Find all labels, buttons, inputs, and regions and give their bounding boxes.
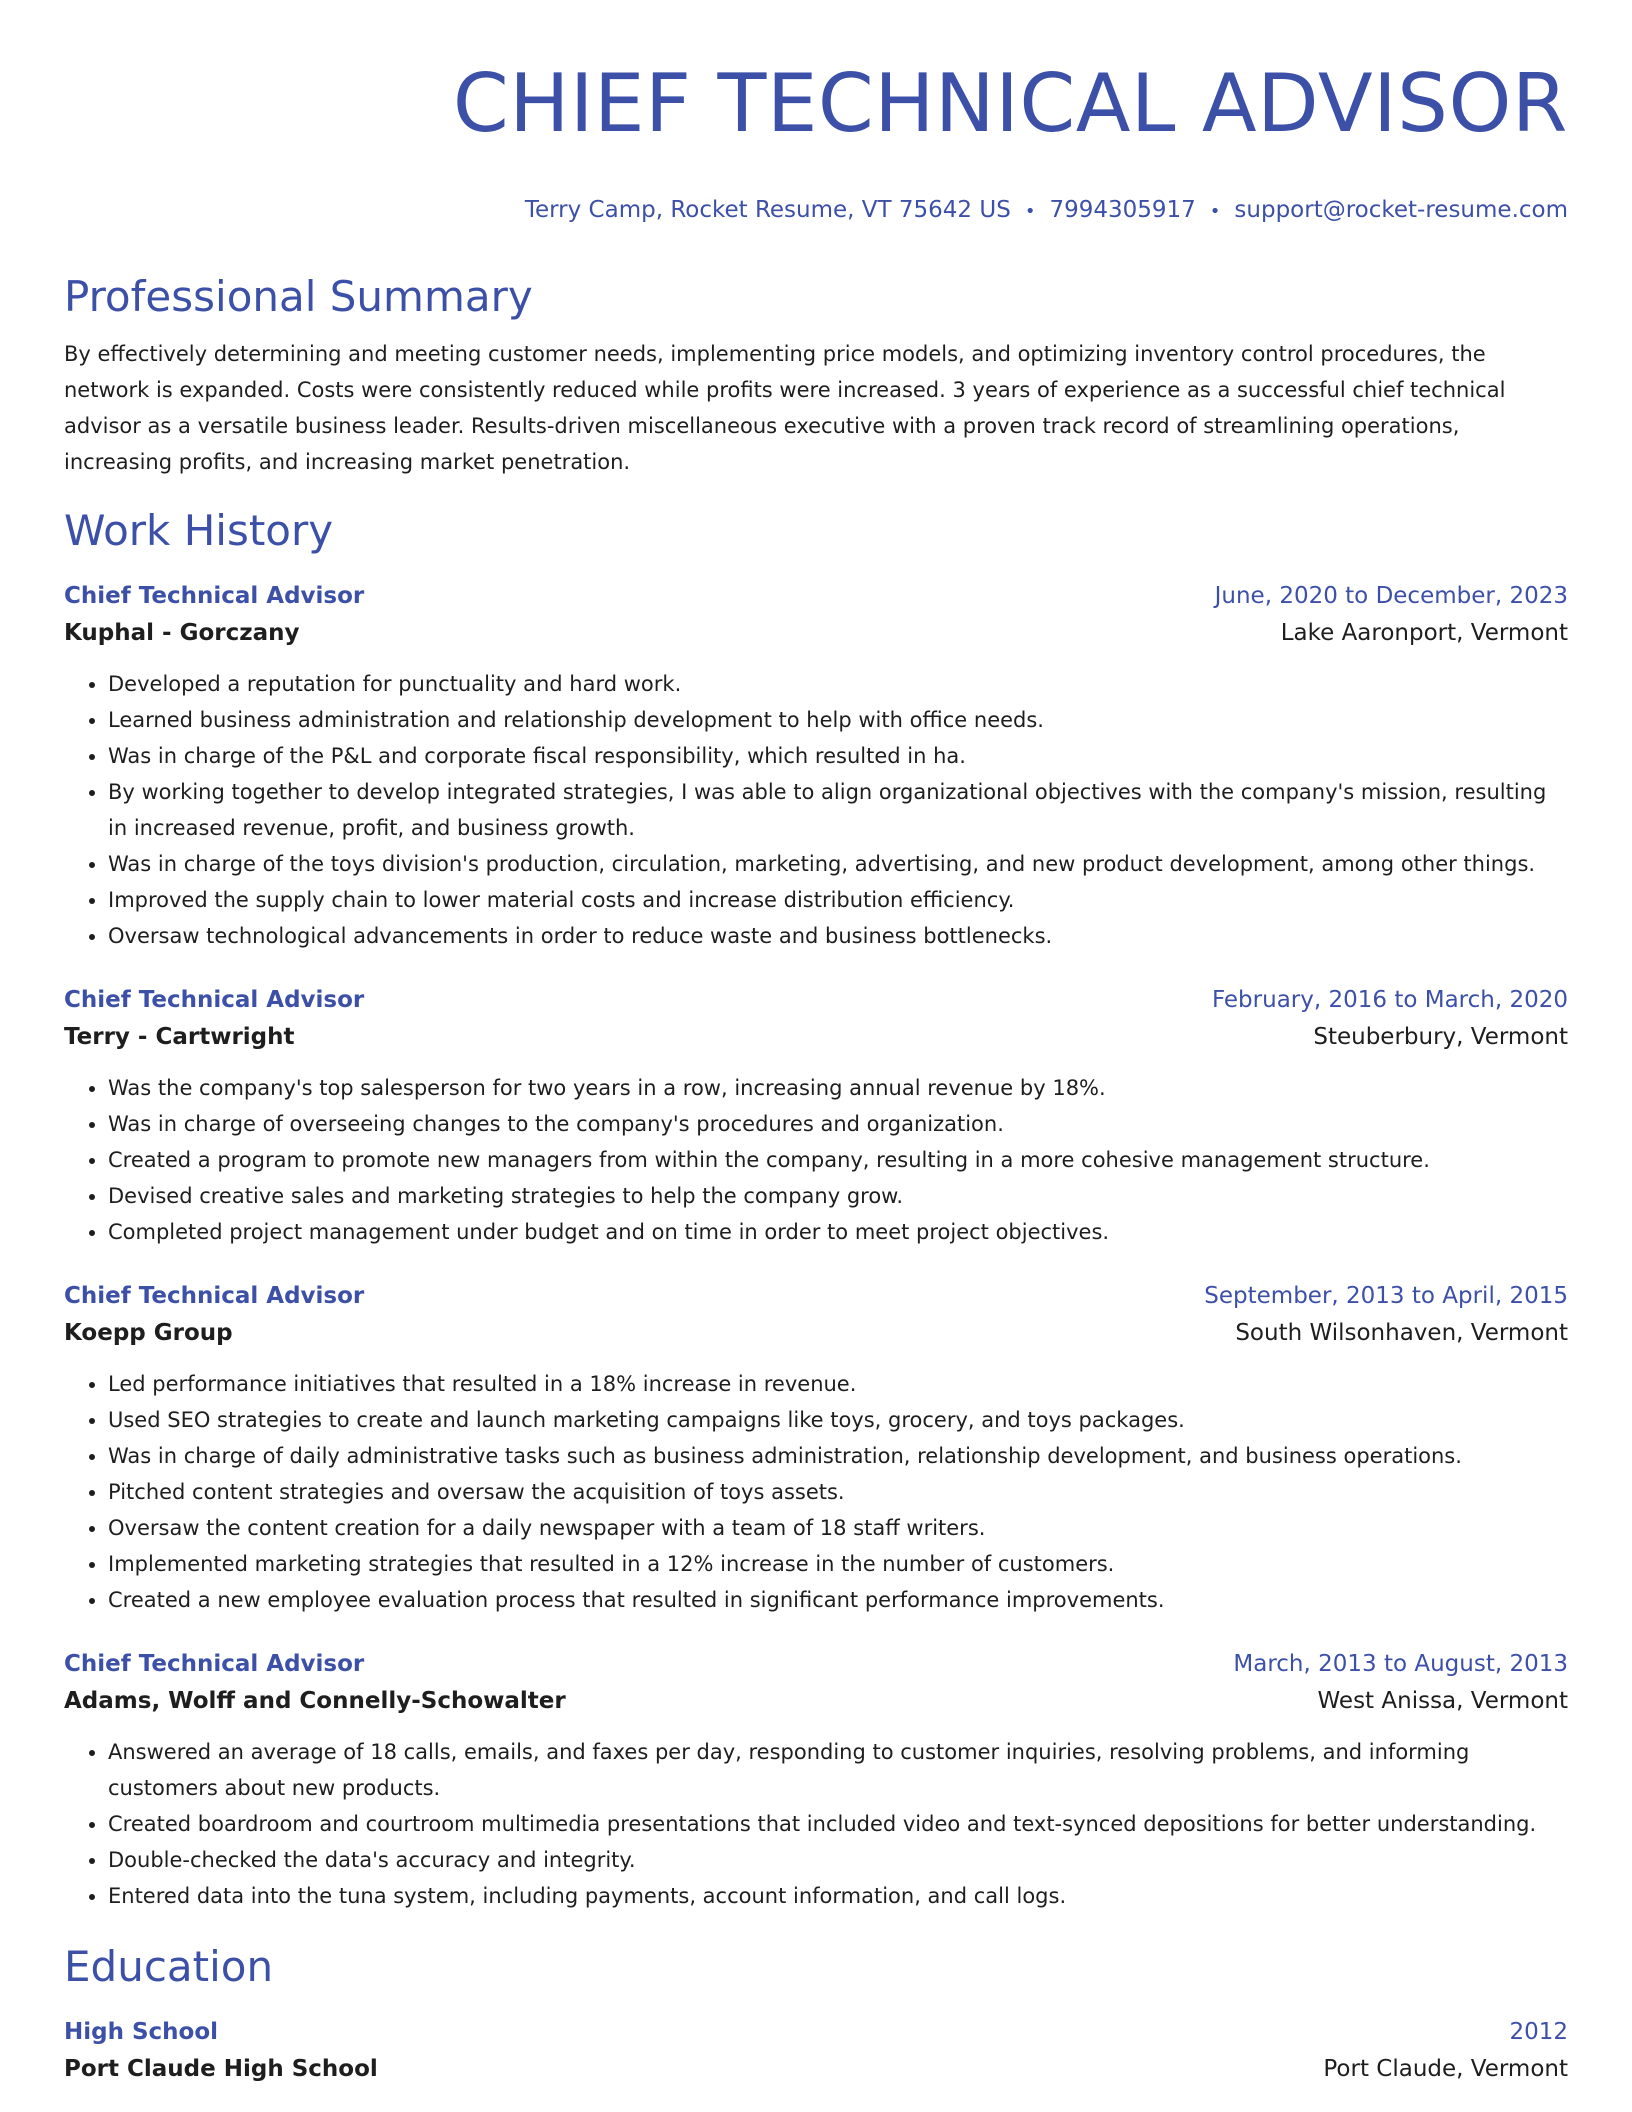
job-dates: March, 2013 to August, 2013 (1233, 1651, 1568, 1677)
job-location: Lake Aaronport, Vermont (1280, 620, 1568, 646)
job-bullet: • Led performance initiatives that resulted in a 18% increase in revenue. (108, 1366, 1568, 1402)
job-bullets (64, 1734, 1568, 1914)
job-bullet: • Oversaw the content creation for a daily newspaper with a team of 18 staff writers. (108, 1510, 1568, 1546)
job-role: Chief Technical Advisor (64, 583, 365, 609)
job-bullet: • Devised creative sales and marketing strategies to help the company grow. (108, 1178, 1568, 1214)
job-bullets (64, 666, 1568, 954)
job-entry (64, 982, 1568, 1250)
contact-line (64, 196, 1568, 226)
work-history-heading: Work History (64, 506, 334, 555)
job-bullet: • Entered data into the tuna system, including payments, account information, and call logs. (108, 1878, 1568, 1914)
job-bullet: • Completed project management under budget and on time in order to meet project objectives. (108, 1214, 1568, 1250)
contact-separator: • (1024, 201, 1036, 222)
job-company: Kuphal - Gorczany (64, 620, 300, 646)
education-year: 2012 (1509, 2019, 1568, 2045)
education-location: Port Claude, Vermont (1323, 2056, 1568, 2082)
job-bullet: • Created boardroom and courtroom multimedia presentations that included video and text-synced depositions for better understanding. (108, 1806, 1568, 1842)
job-dates: June, 2020 to December, 2023 (1214, 583, 1568, 609)
job-company: Terry - Cartwright (64, 1024, 295, 1050)
contact-email[interactable]: support@rocket-resume.com (1234, 197, 1568, 223)
job-bullet: • Developed a reputation for punctuality and hard work. (108, 666, 1568, 702)
job-bullet: • Was in charge of daily administrative tasks such as business administration, relationship development, and business operations. (108, 1438, 1568, 1474)
job-bullet: • Answered an average of 18 calls, emails, and faxes per day, responding to customer inquiries, resolving problems, and informing customers about new products. (108, 1734, 1568, 1806)
education-heading: Education (64, 1942, 274, 1991)
job-bullet: • Created a new employee evaluation process that resulted in significant performance improvements. (108, 1582, 1568, 1618)
summary-text: By effectively determining and meeting customer needs, implementing price models, and optimizing inventory control procedures, the network is expanded. Costs were consistently reduced while profits were increased. 3 years of experience as a successful chief technical advisor as a versatile business leader. Results-driven miscellaneous executive with a proven track record of streamlining operations, increasing profits, and increasing market penetration. (64, 342, 1506, 474)
job-company: Adams, Wolff and Connelly-Schowalter (64, 1688, 566, 1714)
contact-separator: • (1209, 201, 1221, 222)
job-role: Chief Technical Advisor (64, 1283, 365, 1309)
education-school: Port Claude High School (64, 2056, 378, 2082)
job-role: Chief Technical Advisor (64, 987, 365, 1013)
education-entry (64, 2014, 1568, 2088)
job-bullet: • By working together to develop integrated strategies, I was able to align organizational objectives with the company's mission, resulting in increased revenue, profit, and business growth. (108, 774, 1568, 846)
job-bullet: • Created a program to promote new managers from within the company, resulting in a more cohesive management structure. (108, 1142, 1568, 1178)
job-entry (64, 1278, 1568, 1618)
contact-address: Terry Camp, Rocket Resume, VT 75642 US (524, 197, 1011, 223)
job-location: South Wilsonhaven, Vermont (1235, 1320, 1568, 1346)
job-bullet: • Was in charge of the toys division's production, circulation, marketing, advertising, and new product development, among other things. (108, 846, 1568, 882)
job-bullet: • Pitched content strategies and oversaw the acquisition of toys assets. (108, 1474, 1568, 1510)
resume-page (64, 0, 1568, 2088)
job-company: Koepp Group (64, 1320, 233, 1346)
job-bullet: • Was in charge of the P&L and corporate fiscal responsibility, which resulted in ha. (108, 738, 1568, 774)
job-bullet: • Used SEO strategies to create and launch marketing campaigns like toys, grocery, and toys packages. (108, 1402, 1568, 1438)
job-location: Steuberbury, Vermont (1313, 1024, 1568, 1050)
job-bullets (64, 1366, 1568, 1618)
job-bullet: • Oversaw technological advancements in order to reduce waste and business bottlenecks. (108, 918, 1568, 954)
job-dates: September, 2013 to April, 2015 (1204, 1283, 1568, 1309)
job-entry (64, 578, 1568, 954)
job-entry (64, 1646, 1568, 1914)
job-location: West Anissa, Vermont (1317, 1688, 1568, 1714)
job-dates: February, 2016 to March, 2020 (1211, 987, 1568, 1013)
job-bullet: • Learned business administration and relationship development to help with office needs. (108, 702, 1568, 738)
job-bullet: • Was the company's top salesperson for two years in a row, increasing annual revenue by 18%. (108, 1070, 1568, 1106)
job-bullet: • Was in charge of overseeing changes to the company's procedures and organization. (108, 1106, 1568, 1142)
job-bullet: • Improved the supply chain to lower material costs and increase distribution efficiency. (108, 882, 1568, 918)
summary-heading: Professional Summary (64, 272, 533, 321)
contact-phone: 7994305917 (1049, 197, 1196, 223)
resume-title: CHIEF TECHNICAL ADVISOR (452, 57, 1568, 150)
job-bullet: • Implemented marketing strategies that resulted in a 12% increase in the number of customers. (108, 1546, 1568, 1582)
resume-header (64, 0, 1568, 226)
education-degree: High School (64, 2019, 219, 2045)
job-bullets (64, 1070, 1568, 1250)
job-role: Chief Technical Advisor (64, 1651, 365, 1677)
job-bullet: • Double-checked the data's accuracy and integrity. (108, 1842, 1568, 1878)
